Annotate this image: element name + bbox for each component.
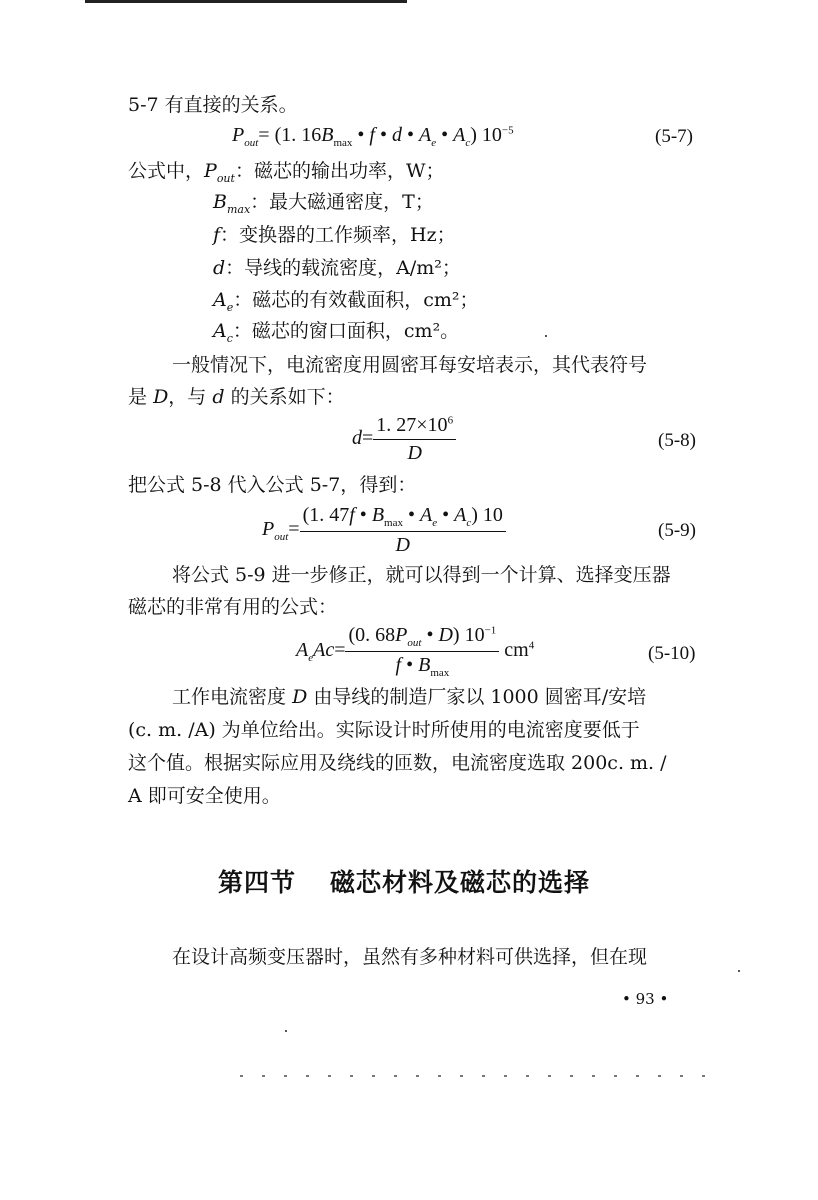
equation-5-8: d= $\frac{1. 27\times 10^6}{D}$ (352, 414, 456, 465)
definition-d: d：导线的载流密度，A/m²； (213, 257, 461, 279)
equation-number-5-10: (5-10) (648, 643, 696, 664)
text-line-18: (c. m. /A) 为单位给出。实际设计时所使用的电流密度要低于 (128, 719, 640, 741)
text-line-14: 将公式 5-9 进一步修正，就可以得到一个计算、选择变压器 (172, 564, 671, 586)
top-border-line (85, 0, 407, 3)
equation-5-7: $P_{out}= (1$. $16B_{max}$ • f • d • $A_e$ • $A_c$) $10^{-5}$ (232, 124, 514, 149)
section-title: 磁芯材料及磁芯的选择 (330, 868, 591, 897)
definition-ac: $A_c$：磁芯的窗口面积，cm²。 (213, 320, 460, 345)
equation-5-10: $A_eAc=$ $\frac{(0. 68P_{out} • D) 10^{-1}}{f • B_{max}}$ $cm^4$ (296, 624, 535, 679)
text-line-12: 把公式 5-8 代入公式 5-7，得到： (128, 474, 417, 496)
equation-number-5-7: (5-7) (655, 126, 693, 147)
scan-speck (285, 1030, 287, 1032)
definition-p-out: 公式中，$P_{out}$：磁芯的输出功率，W； (128, 160, 445, 185)
section-label: 第四节 (218, 868, 297, 897)
text-line-1: 5-7 有直接的关系。 (128, 94, 298, 116)
text-line-20: A 即可安全使用。 (128, 785, 281, 807)
definition-b-max: $B_{max}$：最大磁通密度，T； (213, 191, 434, 216)
definition-f: f：变换器的工作频率，Hz； (213, 224, 456, 246)
text-line-17: 工作电流密度 D 由导线的制造厂家以 1000 圆密耳/安培 (172, 686, 647, 708)
scan-speck (545, 335, 547, 337)
text-line-10: 是 D，与 d 的关系如下： (128, 386, 345, 408)
text-line-22: 在设计高频变压器时，虽然有多种材料可供选择，但在现 (172, 946, 648, 968)
scan-artifact-dots (240, 1075, 710, 1077)
text-line-15: 磁芯的非常有用的公式： (128, 596, 338, 618)
definition-ae: $A_e$：磁芯的有效截面积，cm²； (213, 289, 479, 314)
page-number: • 93 • (622, 990, 669, 1008)
equation-5-9: $P_{out}=$ $\frac{(1. 47f • B_{max} • A_e • A_c) 10}{D}$ (262, 504, 506, 557)
equation-number-5-9: (5-9) (658, 520, 696, 541)
text-line-19: 这个值。根据实际应用及绕线的匝数，电流密度选取 200c. m. / (128, 752, 667, 774)
text-line-9: 一般情况下，电流密度用圆密耳每安培表示，其代表符号 (172, 354, 648, 376)
section-heading (218, 863, 590, 899)
scan-speck (738, 970, 740, 972)
equation-number-5-8: (5-8) (658, 430, 696, 451)
